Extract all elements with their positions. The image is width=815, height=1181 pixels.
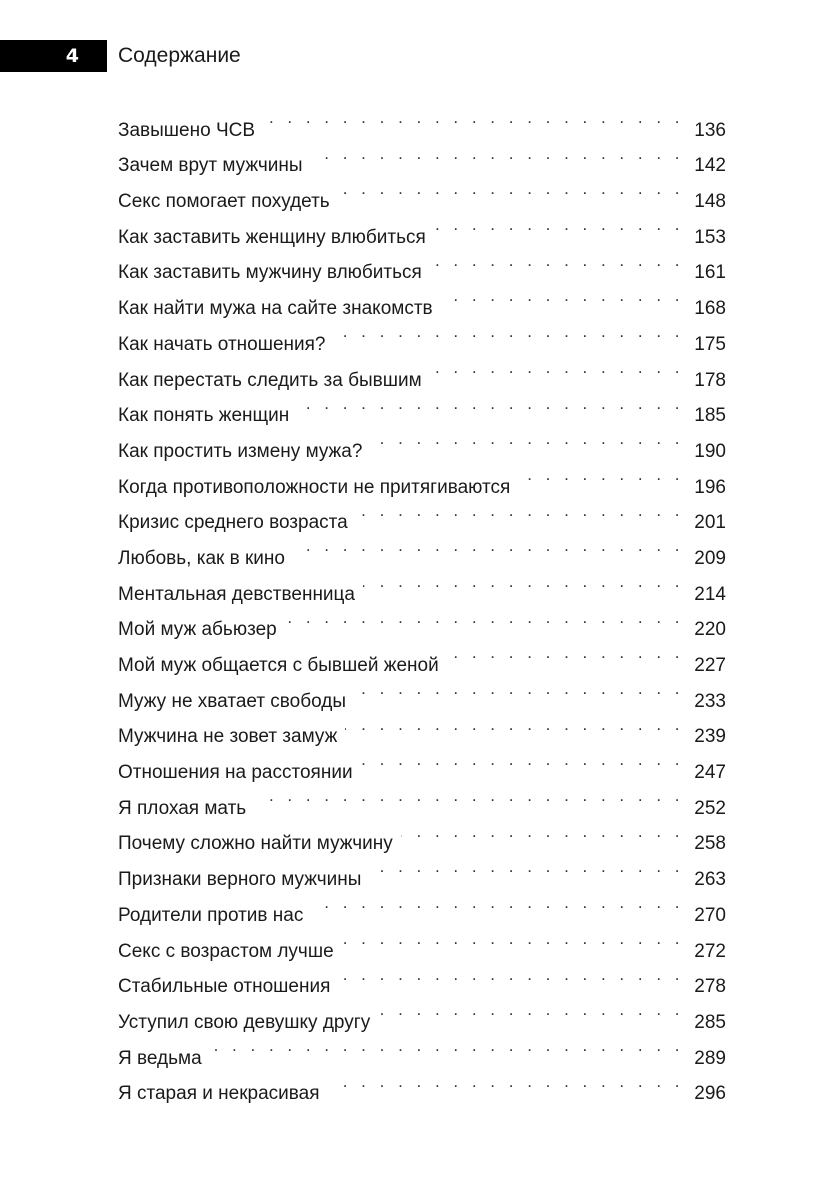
dot-leader <box>338 171 684 207</box>
dot-leader <box>363 564 684 600</box>
section-title: Содержание <box>118 44 241 67</box>
table-of-contents <box>118 100 726 1105</box>
toc-entry-title: Кризис среднего возраста <box>118 512 348 534</box>
toc-entry-title: Как перестать следить за бывшим <box>118 369 422 391</box>
dot-leader <box>361 742 684 778</box>
toc-entry-title: Как заставить мужчину влюбиться <box>118 262 422 284</box>
dot-leader <box>285 600 684 636</box>
dot-leader <box>311 885 684 921</box>
toc-entry-page-number: 178 <box>694 369 726 391</box>
toc-entry[interactable] <box>118 100 726 141</box>
page-number: 4 <box>0 40 107 72</box>
toc-entry-title: Я старая и некрасивая <box>118 1083 320 1105</box>
dot-leader <box>356 493 684 529</box>
toc-entry-page-number: 214 <box>694 583 726 605</box>
dot-leader <box>354 671 684 707</box>
dot-leader <box>369 849 684 885</box>
toc-entry-title: Мужу не хватает свободы <box>118 690 347 712</box>
toc-entry-page-number: 142 <box>694 155 726 177</box>
toc-entry-title: Как начать отношения? <box>118 333 326 355</box>
toc-entry-title: Как простить измену мужа? <box>118 440 363 462</box>
dot-leader <box>210 1028 684 1064</box>
toc-entry-page-number: 220 <box>694 619 726 641</box>
toc-entry-page-number: 196 <box>694 476 726 498</box>
dot-leader <box>447 635 684 671</box>
dot-leader <box>342 921 684 957</box>
toc-entry-page-number: 270 <box>694 904 726 926</box>
toc-entry-title: Родители против нас <box>118 904 304 926</box>
toc-entry-page-number: 153 <box>694 226 726 248</box>
toc-entry-title: Как понять женщин <box>118 405 290 427</box>
toc-entry-title: Когда противоположности не притягиваются <box>118 476 511 498</box>
toc-entry-page-number: 233 <box>694 690 726 712</box>
toc-entry-page-number: 272 <box>694 940 726 962</box>
toc-entry-title: Признаки верного мужчины <box>118 869 362 891</box>
dot-leader <box>434 207 684 243</box>
toc-entry-title: Как заставить женщину влюбиться <box>118 226 426 248</box>
dot-leader <box>338 957 684 993</box>
toc-entry-page-number: 285 <box>694 1011 726 1033</box>
dot-leader <box>297 386 684 422</box>
toc-entry-title: Мой муж общается с бывшей женой <box>118 655 439 676</box>
toc-entry-page-number: 278 <box>694 976 726 998</box>
toc-entry[interactable] <box>118 1028 726 1069</box>
toc-entry-page-number: 227 <box>694 655 726 676</box>
dot-leader <box>328 1064 684 1100</box>
dot-leader <box>333 314 684 350</box>
toc-entry-page-number: 239 <box>694 726 726 748</box>
toc-entry-page-number: 136 <box>694 119 726 141</box>
toc-entry-title: Я ведьма <box>118 1047 202 1069</box>
dot-leader <box>401 814 684 850</box>
toc-entry-page-number: 201 <box>694 512 726 534</box>
toc-entry-title: Уступил свою девушку другу <box>118 1011 371 1033</box>
dot-leader <box>441 278 684 314</box>
dot-leader <box>345 707 684 743</box>
dot-leader <box>263 100 684 136</box>
toc-entry-page-number: 263 <box>694 869 726 891</box>
toc-entry-title: Я плохая мать <box>118 797 247 819</box>
dot-leader <box>293 528 684 564</box>
toc-entry-page-number: 247 <box>694 762 726 784</box>
page-header <box>0 40 400 72</box>
toc-entry-title: Секс помогает похудеть <box>118 191 330 213</box>
toc-entry-title: Секс с возрастом лучше <box>118 940 334 962</box>
toc-entry-title: Мужчина не зовет замуж <box>118 726 338 748</box>
toc-entry-title: Как найти мужа на сайте знакомств <box>118 298 433 320</box>
dot-leader <box>518 457 684 493</box>
toc-entry-title: Завышено ЧСВ <box>118 119 255 141</box>
toc-entry-title: Мой муж абьюзер <box>118 619 277 641</box>
toc-entry-title: Отношения на расстоянии <box>118 762 353 784</box>
toc-entry-title: Любовь, как в кино <box>118 547 285 569</box>
toc-entry-page-number: 190 <box>694 440 726 462</box>
toc-entry-page-number: 168 <box>694 298 726 320</box>
dot-leader <box>370 421 684 457</box>
toc-entry-page-number: 148 <box>694 191 726 213</box>
toc-entry-title: Ментальная девственница <box>118 583 355 605</box>
toc-entry-title: Почему сложно найти мужчину <box>118 833 393 855</box>
toc-entry-page-number: 185 <box>694 405 726 427</box>
toc-entry-page-number: 252 <box>694 797 726 819</box>
toc-entry-title: Зачем врут мужчины <box>118 155 303 177</box>
toc-entry-page-number: 161 <box>694 262 726 284</box>
dot-leader <box>378 992 684 1028</box>
dot-leader <box>430 350 684 386</box>
toc-entry-page-number: 296 <box>694 1083 726 1105</box>
toc-entry-title: Стабильные отношения <box>118 976 331 998</box>
toc-entry-page-number: 175 <box>694 333 726 355</box>
toc-entry-page-number: 289 <box>694 1047 726 1069</box>
dot-leader <box>254 778 684 814</box>
dot-leader <box>430 243 684 279</box>
dot-leader <box>311 136 684 172</box>
toc-entry-page-number: 209 <box>694 547 726 569</box>
toc-entry-page-number: 258 <box>694 833 726 855</box>
